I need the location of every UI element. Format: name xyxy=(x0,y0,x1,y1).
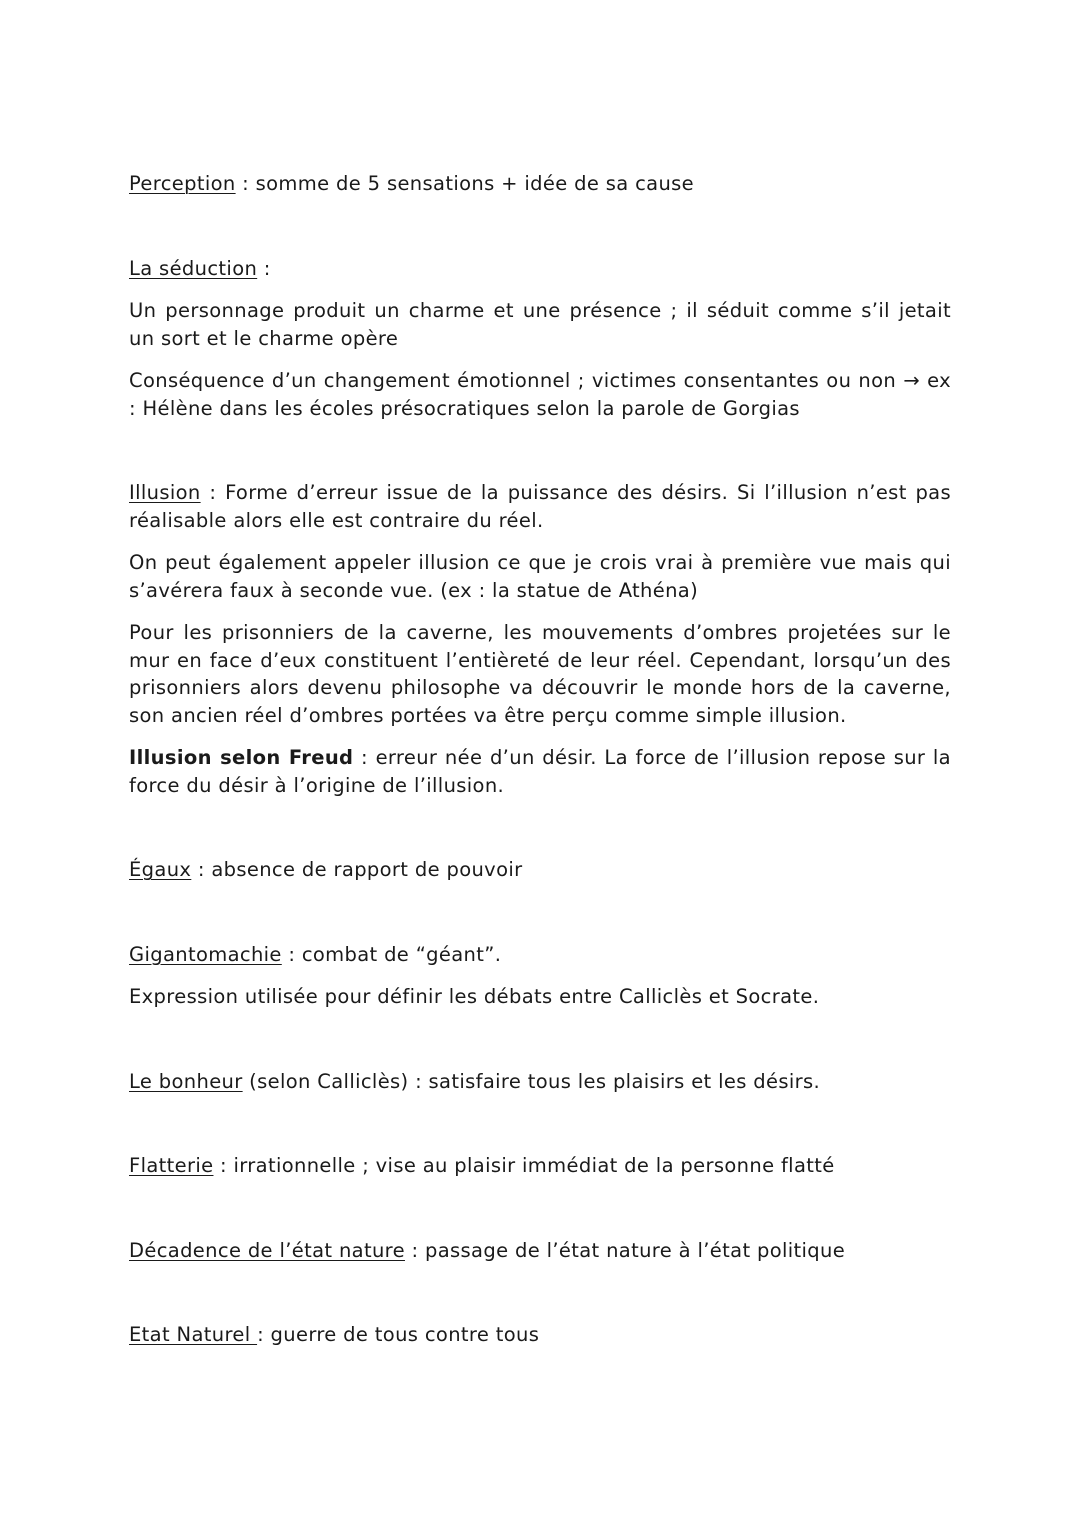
entry-seduction xyxy=(129,255,951,423)
term-separator: : xyxy=(353,746,376,769)
definition-line xyxy=(129,479,951,534)
definition-line xyxy=(129,941,951,969)
definition-paragraph: Pour les prisonniers de la caverne, les mouvements d’ombres projetées sur le mur en face d’eux constituent l’entièreté de leur réel. Cependant, lorsqu’un des prisonniers alors devenu philosophe va découvrir le monde hors de la caverne, son ancien réel d’ombres portées va être perçu comme simple illusion. xyxy=(129,621,951,727)
term-separator: : xyxy=(200,481,226,504)
term-flatterie: Flatterie xyxy=(129,1154,214,1177)
term-illusion: Illusion xyxy=(129,481,201,504)
definition-text: passage de l’état nature à l’état politique xyxy=(425,1238,846,1262)
term-bonheur: Le bonheur xyxy=(129,1069,243,1093)
definition-paragraph: Un personnage produit un charme et une présence ; il séduit comme s’il jetait un sort et le charme opère xyxy=(129,299,951,350)
entry-perception xyxy=(129,170,951,198)
entry-flatterie xyxy=(129,1152,951,1180)
definition-text: guerre de tous contre tous xyxy=(270,1323,540,1346)
definition-line xyxy=(129,1152,951,1180)
entry-bonheur xyxy=(129,1068,951,1096)
definition-text: Forme d’erreur issue de la puissance des désirs. Si l’illusion n’est pas réalisable alors elle est contraire du réel. xyxy=(129,481,951,532)
term-separator: : xyxy=(404,1238,425,1262)
term-perception: Perception xyxy=(129,172,236,195)
term-separator: : xyxy=(191,858,212,881)
term-etat-naturel: Etat Naturel xyxy=(129,1323,258,1346)
document-page xyxy=(129,170,951,1349)
term-illusion-freud: Illusion selon Freud xyxy=(129,746,354,769)
term-separator: : xyxy=(235,172,256,195)
definition-line xyxy=(129,1068,951,1096)
definition-text: erreur née d’un désir. La force de l’illusion repose sur la force du désir à l’origine de l’illusion. xyxy=(129,746,951,797)
term-separator: : xyxy=(281,942,302,966)
definition-text: satisfaire tous les plaisirs et les désirs. xyxy=(428,1069,821,1093)
entry-illusion xyxy=(129,479,951,799)
definition-text: combat de “géant”. xyxy=(301,942,502,966)
term-seduction: La séduction xyxy=(129,256,258,280)
entry-egaux xyxy=(129,856,951,884)
definition-text: somme de 5 sensations + idée de sa cause xyxy=(255,172,695,195)
term-egaux: Égaux xyxy=(129,858,192,881)
term-separator: : xyxy=(257,1323,271,1346)
definition-line xyxy=(129,170,951,198)
definition-line xyxy=(129,1321,951,1349)
definition-paragraph: On peut également appeler illusion ce que je crois vrai à première vue mais qui s’avérera faux à seconde vue. (ex : la statue de Athéna) xyxy=(129,551,951,602)
definition-paragraph-freud xyxy=(129,744,951,799)
term-separator: : xyxy=(213,1154,234,1177)
entry-etat-naturel xyxy=(129,1321,951,1349)
definition-paragraph: Expression utilisée pour définir les débats entre Calliclès et Socrate. xyxy=(129,985,820,1008)
definition-paragraph: Conséquence d’un changement émotionnel ; victimes consentantes ou non → ex : Hélène dans les écoles présocratiques selon la parole de Gorgias xyxy=(129,369,951,420)
definition-line xyxy=(129,255,951,283)
term-decadence: Décadence de l’état nature xyxy=(129,1238,405,1262)
entry-gigantomachie xyxy=(129,941,951,1011)
term-gigantomachie: Gigantomachie xyxy=(129,942,282,966)
term-separator: (selon Calliclès) : xyxy=(242,1069,429,1093)
entry-decadence xyxy=(129,1237,951,1265)
definition-text: irrationnelle ; vise au plaisir immédiat de la personne flatté xyxy=(233,1154,835,1177)
term-separator: : xyxy=(257,256,271,280)
definition-text: absence de rapport de pouvoir xyxy=(211,858,523,881)
definition-line xyxy=(129,1237,951,1265)
definition-line xyxy=(129,856,951,884)
